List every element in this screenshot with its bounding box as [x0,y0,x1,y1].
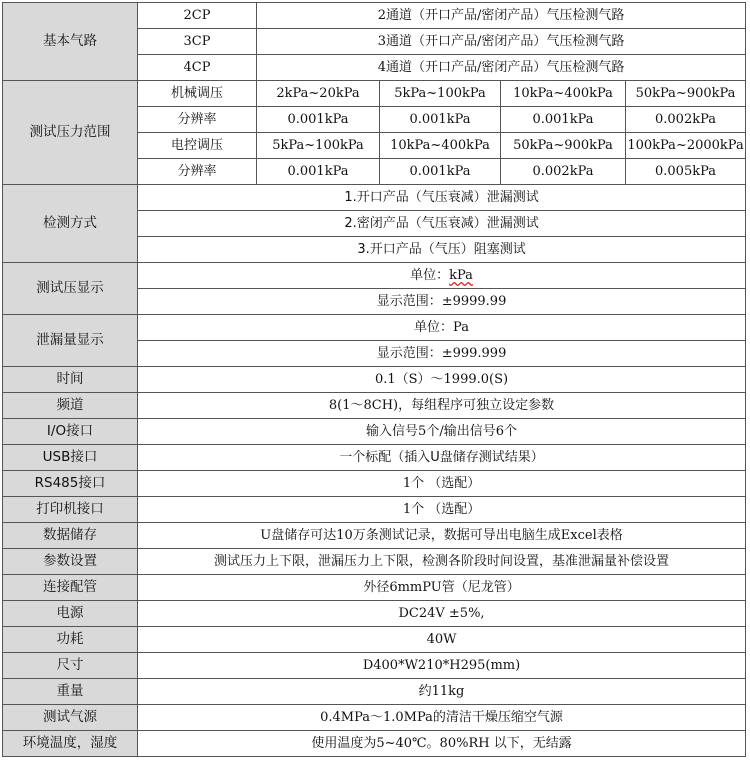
row-label: 频道 [3,393,138,419]
range-cell: 5kPa~100kPa [380,81,501,107]
row-label: 数据储存 [3,523,138,549]
spec-row [3,185,746,211]
row-value: 8(1～8CH)，每组程序可独立设定参数 [138,393,746,419]
row-label-basic-gas-path: 基本气路 [3,3,138,81]
row-label: USB接口 [3,445,138,471]
row-value: 使用温度为5~40℃。80%RH 以下，无结露 [138,731,746,757]
spec-row [3,549,746,575]
range-cell: 10kPa~400kPa [380,133,501,159]
row-label: 连接配管 [3,575,138,601]
resolution-cell: 0.001kPa [380,159,501,185]
sublabel-electronic: 电控调压 [138,133,257,159]
row-label-test-pressure-display: 测试压显示 [3,263,138,315]
spec-row [3,653,746,679]
channel-desc: 4通道（开口产品/密闭产品）气压检测气路 [257,55,746,81]
spec-table [2,2,746,757]
row-value: 约11kg [138,679,746,705]
unit-cell [138,263,746,289]
spec-row [3,601,746,627]
unit-value: kPa [449,268,473,283]
row-value: 1个 （选配） [138,471,746,497]
resolution-cell: 0.001kPa [257,107,380,133]
resolution-cell: 0.002kPa [626,107,746,133]
row-value: 外径6mmPU管（尼龙管） [138,575,746,601]
row-label-pressure-range: 测试压力范围 [3,81,138,185]
row-value: 0.1（S）～1999.0(S) [138,367,746,393]
row-value: 1个 （选配） [138,497,746,523]
row-label-leak-display: 泄漏量显示 [3,315,138,367]
range-cell: 50kPa~900kPa [626,81,746,107]
spec-row [3,679,746,705]
spec-row [3,419,746,445]
row-label: 打印机接口 [3,497,138,523]
range-cell: 10kPa~400kPa [501,81,626,107]
resolution-cell: 0.001kPa [380,107,501,133]
resolution-cell: 0.001kPa [257,159,380,185]
channel-desc: 2通道（开口产品/密闭产品）气压检测气路 [257,3,746,29]
row-value: 40W [138,627,746,653]
range-display-cell: 显示范围：±999.999 [138,341,746,367]
row-value: 0.4MPa～1.0MPa的清洁干燥压缩空气源 [138,705,746,731]
channel-code: 4CP [138,55,257,81]
detection-item: 3.开口产品（气压）阻塞测试 [138,237,746,263]
row-label: 尺寸 [3,653,138,679]
spec-row [3,81,746,107]
row-label: I/O接口 [3,419,138,445]
row-value: 一个标配（插入U盘储存测试结果） [138,445,746,471]
row-label: 测试气源 [3,705,138,731]
spec-row [3,497,746,523]
spec-row [3,731,746,757]
row-value: 输入信号5个/输出信号6个 [138,419,746,445]
row-value: DC24V ±5%, [138,601,746,627]
row-label: 功耗 [3,627,138,653]
row-label: 电源 [3,601,138,627]
resolution-cell: 0.005kPa [626,159,746,185]
spec-row [3,315,746,341]
channel-code: 3CP [138,29,257,55]
row-value: D400*W210*H295(mm) [138,653,746,679]
row-value: U盘储存可达10万条测试记录，数据可导出电脑生成Excel表格 [138,523,746,549]
spec-row [3,471,746,497]
row-value: 测试压力上下限，泄漏压力上下限，检测各阶段时间设置，基准泄漏量补偿设置 [138,549,746,575]
spec-row [3,367,746,393]
row-label: 参数设置 [3,549,138,575]
row-label: 时间 [3,367,138,393]
unit-cell: 单位：Pa [138,315,746,341]
row-label-detection-method: 检测方式 [3,185,138,263]
spec-row [3,263,746,289]
spec-row [3,523,746,549]
range-cell: 2kPa~20kPa [257,81,380,107]
channel-code: 2CP [138,3,257,29]
sublabel-resolution: 分辨率 [138,107,257,133]
spec-row [3,705,746,731]
sublabel-mechanical: 机械调压 [138,81,257,107]
resolution-cell: 0.001kPa [501,107,626,133]
row-label: 重量 [3,679,138,705]
row-label: RS485接口 [3,471,138,497]
channel-desc: 3通道（开口产品/密闭产品）气压检测气路 [257,29,746,55]
row-label: 环境温度，湿度 [3,731,138,757]
range-cell: 100kPa~2000kPa [626,133,746,159]
spec-row [3,575,746,601]
sublabel-resolution: 分辨率 [138,159,257,185]
spec-row [3,393,746,419]
unit-prefix: 单位： [410,268,450,283]
range-cell: 50kPa~900kPa [501,133,626,159]
spec-row [3,445,746,471]
detection-item: 2.密闭产品（气压衰减）泄漏测试 [138,211,746,237]
range-display-cell: 显示范围：±9999.99 [138,289,746,315]
spec-row [3,3,746,29]
spec-row [3,627,746,653]
detection-item: 1.开口产品（气压衰减）泄漏测试 [138,185,746,211]
resolution-cell: 0.002kPa [501,159,626,185]
range-cell: 5kPa~100kPa [257,133,380,159]
